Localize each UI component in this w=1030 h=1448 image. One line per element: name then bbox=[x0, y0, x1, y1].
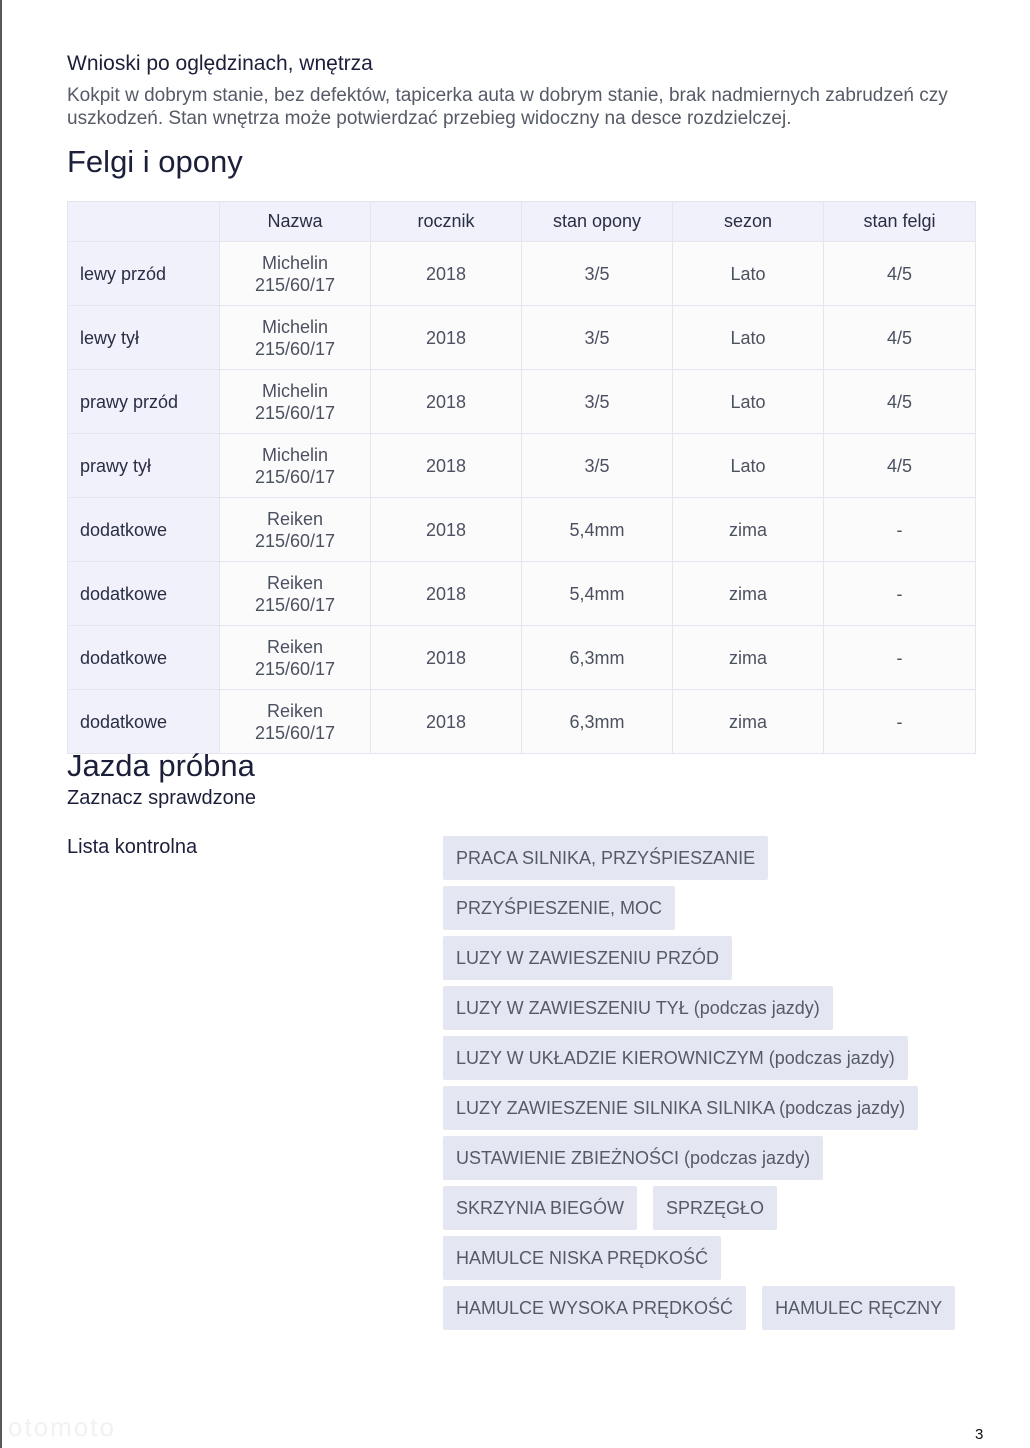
chip-row bbox=[443, 1186, 983, 1230]
table-row bbox=[68, 626, 976, 690]
cell-name bbox=[220, 562, 371, 626]
cell-position-text: lewy tył bbox=[80, 327, 140, 348]
cell-position-text: prawy tył bbox=[80, 455, 152, 476]
cell-tire-condition bbox=[522, 562, 673, 626]
table-row bbox=[68, 562, 976, 626]
cell-tire-condition bbox=[522, 242, 673, 306]
cell-tire-condition bbox=[522, 434, 673, 498]
chip-row bbox=[443, 1286, 983, 1330]
cell-year-text: 2018 bbox=[425, 647, 467, 668]
cell-position-text: dodatkowe bbox=[80, 711, 168, 732]
header-year: rocznik bbox=[371, 202, 522, 242]
table-row bbox=[68, 498, 976, 562]
cell-year-text: 2018 bbox=[425, 327, 467, 348]
test-drive-subtitle: Zaznacz sprawdzone bbox=[67, 787, 256, 809]
header-tire-condition: stan opony bbox=[522, 202, 673, 242]
checklist-chip[interactable]: PRZYŚPIESZENIE, MOC bbox=[443, 886, 675, 930]
cell-tire-condition bbox=[522, 306, 673, 370]
tire-size: 215/60/17 bbox=[254, 530, 336, 551]
cell-rim-condition bbox=[824, 562, 976, 626]
cell-season bbox=[673, 434, 824, 498]
cell-year bbox=[371, 370, 522, 434]
tire-size: 215/60/17 bbox=[254, 722, 336, 743]
cell-year bbox=[371, 434, 522, 498]
checklist-chip[interactable]: LUZY ZAWIESZENIE SILNIKA SILNIKA (podczas jazdy) bbox=[443, 1086, 918, 1130]
cell-year bbox=[371, 690, 522, 754]
checklist-chip[interactable]: LUZY W ZAWIESZENIU TYŁ (podczas jazdy) bbox=[443, 986, 833, 1030]
cell-year bbox=[371, 498, 522, 562]
cell-season bbox=[673, 562, 824, 626]
table-header-row bbox=[68, 202, 976, 242]
checklist-chip[interactable]: LUZY W ZAWIESZENIU PRZÓD bbox=[443, 936, 732, 980]
cell-position bbox=[68, 562, 220, 626]
cell-season bbox=[673, 306, 824, 370]
header-corner bbox=[68, 202, 220, 242]
cell-position-text: dodatkowe bbox=[80, 647, 168, 668]
watermark: otomoto bbox=[8, 1412, 116, 1442]
cell-season-text: Lato bbox=[730, 327, 766, 348]
table-row bbox=[68, 370, 976, 434]
cell-rim-condition-text: - bbox=[896, 583, 903, 604]
cell-season bbox=[673, 242, 824, 306]
cell-tire-condition bbox=[522, 498, 673, 562]
cell-season-text: Lato bbox=[730, 391, 766, 412]
tire-size: 215/60/17 bbox=[254, 274, 336, 295]
chip-row bbox=[443, 986, 983, 1030]
header-rim-condition: stan felgi bbox=[824, 202, 976, 242]
cell-position-text: prawy przód bbox=[80, 391, 179, 412]
cell-year bbox=[371, 626, 522, 690]
tire-brand: Michelin bbox=[261, 252, 329, 273]
cell-name bbox=[220, 370, 371, 434]
cell-rim-condition bbox=[824, 306, 976, 370]
page-edge bbox=[0, 0, 2, 1448]
tires-table bbox=[67, 201, 976, 754]
cell-tire-condition-text: 3/5 bbox=[584, 263, 610, 284]
tire-brand: Reiken bbox=[266, 572, 324, 593]
cell-tire-condition bbox=[522, 690, 673, 754]
cell-rim-condition bbox=[824, 242, 976, 306]
tires-title: Felgi i opony bbox=[67, 144, 243, 179]
chip-row bbox=[443, 836, 983, 880]
chip-row bbox=[443, 1036, 983, 1080]
cell-position bbox=[68, 370, 220, 434]
chip-row bbox=[443, 1086, 983, 1130]
header-season: sezon bbox=[673, 202, 824, 242]
cell-name bbox=[220, 626, 371, 690]
cell-year bbox=[371, 242, 522, 306]
cell-rim-condition-text: - bbox=[896, 647, 903, 668]
cell-tire-condition-text: 6,3mm bbox=[569, 647, 625, 668]
cell-name bbox=[220, 306, 371, 370]
chip-row bbox=[443, 1136, 983, 1180]
cell-rim-condition bbox=[824, 498, 976, 562]
checklist-chip[interactable]: HAMULCE NISKA PRĘDKOŚĆ bbox=[443, 1236, 721, 1280]
cell-year-text: 2018 bbox=[425, 711, 467, 732]
cell-position-text: dodatkowe bbox=[80, 519, 168, 540]
tire-brand: Reiken bbox=[266, 508, 324, 529]
cell-tire-condition-text: 3/5 bbox=[584, 455, 610, 476]
checklist-chip[interactable]: SPRZĘGŁO bbox=[653, 1186, 777, 1230]
table-row bbox=[68, 434, 976, 498]
test-drive-title: Jazda próbna bbox=[67, 748, 255, 783]
interior-subtitle: Wnioski po oględzinach, wnętrza bbox=[67, 52, 373, 75]
checklist-chip[interactable]: LUZY W UKŁADZIE KIEROWNICZYM (podczas jazdy) bbox=[443, 1036, 908, 1080]
cell-rim-condition bbox=[824, 626, 976, 690]
checklist-chips bbox=[443, 836, 983, 1336]
cell-tire-condition-text: 3/5 bbox=[584, 391, 610, 412]
tire-brand: Reiken bbox=[266, 700, 324, 721]
cell-rim-condition-text: 4/5 bbox=[886, 263, 913, 284]
cell-tire-condition-text: 5,4mm bbox=[569, 583, 625, 604]
checklist-label: Lista kontrolna bbox=[67, 836, 198, 858]
cell-position bbox=[68, 306, 220, 370]
cell-position bbox=[68, 498, 220, 562]
chip-row bbox=[443, 886, 983, 930]
checklist-chip[interactable]: PRACA SILNIKA, PRZYŚPIESZANIE bbox=[443, 836, 768, 880]
cell-year bbox=[371, 562, 522, 626]
cell-year-text: 2018 bbox=[425, 263, 467, 284]
cell-position bbox=[68, 626, 220, 690]
cell-year-text: 2018 bbox=[425, 583, 467, 604]
chip-row bbox=[443, 936, 983, 980]
cell-rim-condition-text: 4/5 bbox=[886, 391, 913, 412]
tire-brand: Michelin bbox=[261, 316, 329, 337]
checklist-chip[interactable]: HAMULCE WYSOKA PRĘDKOŚĆ bbox=[443, 1286, 746, 1330]
cell-tire-condition bbox=[522, 626, 673, 690]
checklist-chip[interactable]: USTAWIENIE ZBIEŻNOŚCI (podczas jazdy) bbox=[443, 1136, 823, 1180]
cell-season bbox=[673, 626, 824, 690]
cell-rim-condition bbox=[824, 434, 976, 498]
cell-tire-condition bbox=[522, 370, 673, 434]
cell-year bbox=[371, 306, 522, 370]
cell-position bbox=[68, 434, 220, 498]
cell-season-text: zima bbox=[728, 519, 767, 540]
cell-year-text: 2018 bbox=[425, 455, 467, 476]
tire-brand: Michelin bbox=[261, 444, 329, 465]
tire-size: 215/60/17 bbox=[254, 594, 336, 615]
chip-row bbox=[443, 1236, 983, 1280]
cell-position-text: dodatkowe bbox=[80, 583, 168, 604]
tire-size: 215/60/17 bbox=[254, 658, 336, 679]
table-row bbox=[68, 306, 976, 370]
cell-rim-condition-text: 4/5 bbox=[886, 327, 913, 348]
tire-size: 215/60/17 bbox=[254, 402, 336, 423]
cell-name bbox=[220, 434, 371, 498]
cell-season bbox=[673, 370, 824, 434]
tire-brand: Reiken bbox=[266, 636, 324, 657]
table-row bbox=[68, 690, 976, 754]
checklist-chip[interactable]: HAMULEC RĘCZNY bbox=[762, 1286, 955, 1330]
cell-name bbox=[220, 498, 371, 562]
cell-season-text: Lato bbox=[730, 455, 766, 476]
cell-rim-condition-text: - bbox=[896, 519, 903, 540]
cell-name bbox=[220, 690, 371, 754]
cell-season bbox=[673, 690, 824, 754]
page-number: 3 bbox=[975, 1426, 984, 1443]
cell-year-text: 2018 bbox=[425, 391, 467, 412]
cell-season-text: zima bbox=[728, 711, 767, 732]
cell-tire-condition-text: 6,3mm bbox=[569, 711, 625, 732]
cell-year-text: 2018 bbox=[425, 519, 467, 540]
tire-size: 215/60/17 bbox=[254, 338, 336, 359]
cell-rim-condition bbox=[824, 690, 976, 754]
cell-rim-condition-text: 4/5 bbox=[886, 455, 913, 476]
table-row bbox=[68, 242, 976, 306]
cell-season-text: Lato bbox=[730, 263, 766, 284]
cell-rim-condition-text: - bbox=[896, 711, 903, 732]
cell-season-text: zima bbox=[728, 583, 767, 604]
cell-name bbox=[220, 242, 371, 306]
cell-rim-condition bbox=[824, 370, 976, 434]
cell-season bbox=[673, 498, 824, 562]
cell-tire-condition-text: 5,4mm bbox=[569, 519, 625, 540]
tire-brand: Michelin bbox=[261, 380, 329, 401]
cell-season-text: zima bbox=[728, 647, 767, 668]
cell-position bbox=[68, 690, 220, 754]
header-name: Nazwa bbox=[220, 202, 371, 242]
interior-text: Kokpit w dobrym stanie, bez defektów, tapicerka auta w dobrym stanie, brak nadmiernych zabrudzeń czy uszkodzeń. Stan wnętrza może potwierdzać przebieg widoczny na desce rozdzielczej. bbox=[67, 85, 948, 129]
tire-size: 215/60/17 bbox=[254, 466, 336, 487]
cell-position-text: lewy przód bbox=[80, 263, 167, 284]
cell-tire-condition-text: 3/5 bbox=[584, 327, 610, 348]
cell-position bbox=[68, 242, 220, 306]
checklist-chip[interactable]: SKRZYNIA BIEGÓW bbox=[443, 1186, 637, 1230]
